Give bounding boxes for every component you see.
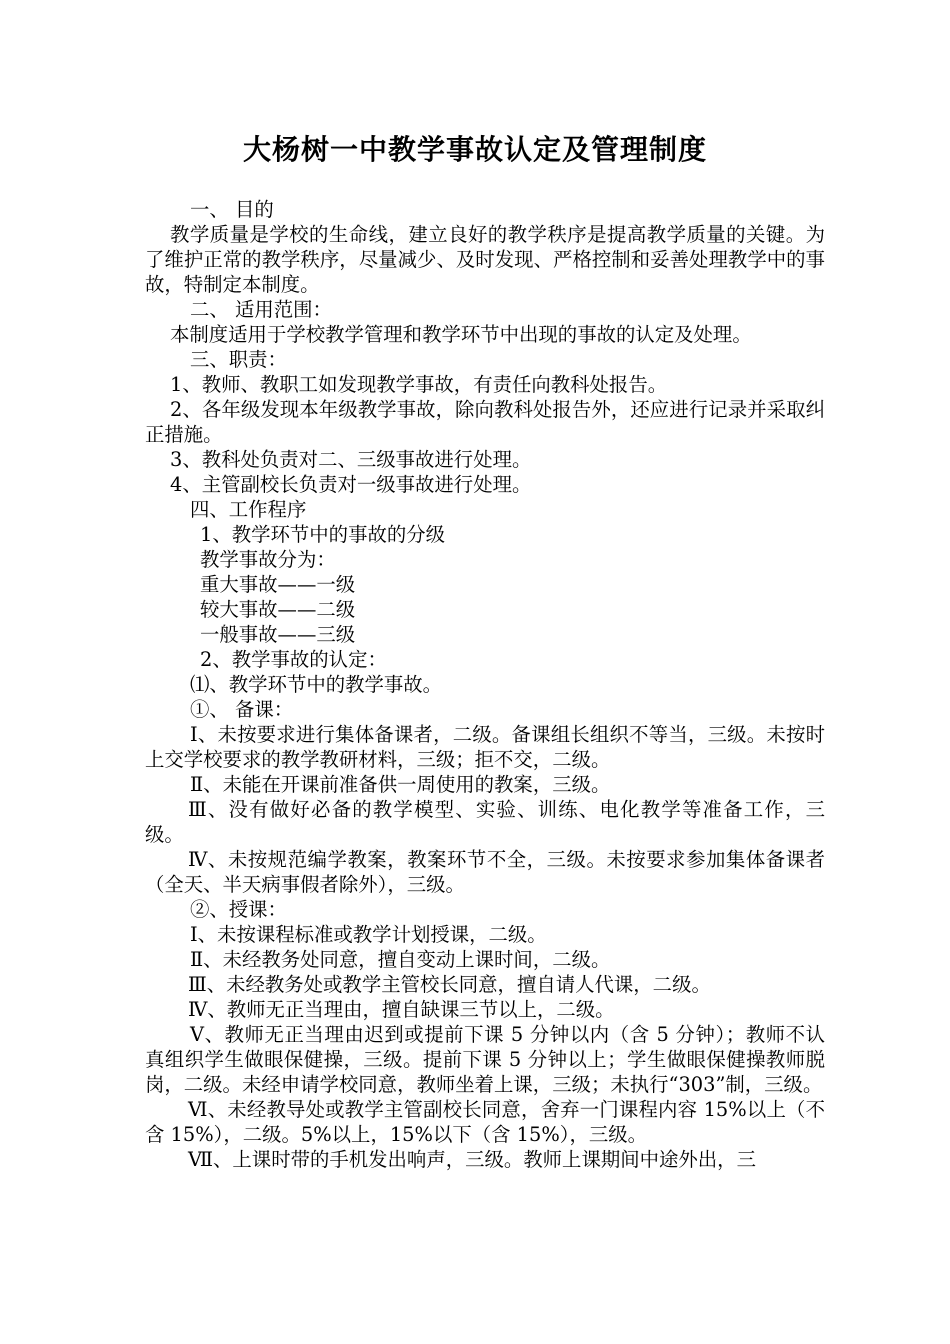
paragraph: 重大事故——一级 (200, 573, 356, 596)
paragraph: ①、 备课： (190, 698, 294, 721)
paragraph: 二、 适用范围： (190, 298, 332, 321)
paragraph: Ⅱ、未能在开课前准备供一周使用的教案，三级。 (190, 773, 611, 796)
paragraph: Ⅰ、未按要求进行集体备课者，二级。备课组长组织不等当，三级。未按时上交学校要求的教学教研材料，三级；拒不交，二级。 (145, 723, 825, 771)
paragraph: 本制度适用于学校教学管理和教学环节中出现的事故的认定及处理。 (170, 323, 752, 346)
paragraph: 一般事故——三级 (200, 623, 356, 646)
paragraph: Ⅳ、未按规范编学教案，教案环节不全，三级。未按要求参加集体备课者（全天、半天病事假者除外），三级。 (145, 848, 825, 896)
document-title: 大杨树一中教学事故认定及管理制度 (242, 133, 707, 166)
paragraph: 4、主管副校长负责对一级事故进行处理。 (170, 473, 532, 496)
paragraph: 2、各年级发现本年级教学事故，除向教科处报告外，还应进行记录并采取纠正措施。 (145, 398, 825, 446)
paragraph: 一、 目的 (190, 198, 274, 221)
paragraph: Ⅲ、未经教务处或教学主管校长同意，擅自请人代课，二级。 (188, 973, 711, 996)
paragraph: 四、工作程序 (190, 498, 307, 521)
paragraph: Ⅳ、教师无正当理由，擅自缺课三节以上，二级。 (188, 998, 615, 1021)
paragraph: 1、教师、教职工如发现教学事故，有责任向教科处报告。 (170, 373, 668, 396)
paragraph: Ⅰ、未按课程标准或教学计划授课，二级。 (190, 923, 547, 946)
paragraph: 3、教科处负责对二、三级事故进行处理。 (170, 448, 532, 471)
paragraph: Ⅴ、教师无正当理由迟到或提前下课 5 分钟以内（含 5 分钟）；教师不认真组织学生做眼保健操，三级。提前下课 5 分钟以上；学生做眼保健操教师脱岗，二级。未经申请学校同意，教师坐着上课，三级；未执行“303”制，三级。 (145, 1023, 825, 1096)
paragraph: 教学质量是学校的生命线，建立良好的教学秩序是提高教学质量的关键。为了维护正常的教学秩序，尽量减少、及时发现、严格控制和妥善处理教学中的事故，特制定本制度。 (145, 223, 825, 296)
paragraph: 三、职责： (190, 348, 287, 371)
document-body (145, 197, 825, 1172)
paragraph: 2、教学事故的认定： (200, 648, 387, 671)
paragraph: 1、教学环节中的事故的分级 (200, 523, 446, 546)
paragraph: Ⅵ、未经教导处或教学主管副校长同意，舍弃一门课程内容 15%以上（不含 15%），二级。5%以上，15%以下（含 15%），三级。 (145, 1098, 825, 1146)
paragraph: Ⅲ、没有做好必备的教学模型、实验、训练、电化教学等准备工作，三级。 (145, 798, 825, 846)
paragraph: Ⅱ、未经教务处同意，擅自变动上课时间，二级。 (190, 948, 611, 971)
paragraph: Ⅶ、上课时带的手机发出响声，三级。教师上课期间中途外出，三 (188, 1148, 756, 1171)
paragraph: ⑴、教学环节中的教学事故。 (190, 673, 443, 696)
paragraph: 教学事故分为： (200, 548, 336, 571)
paragraph: ②、授课： (190, 898, 287, 921)
paragraph: 较大事故——二级 (200, 598, 356, 621)
